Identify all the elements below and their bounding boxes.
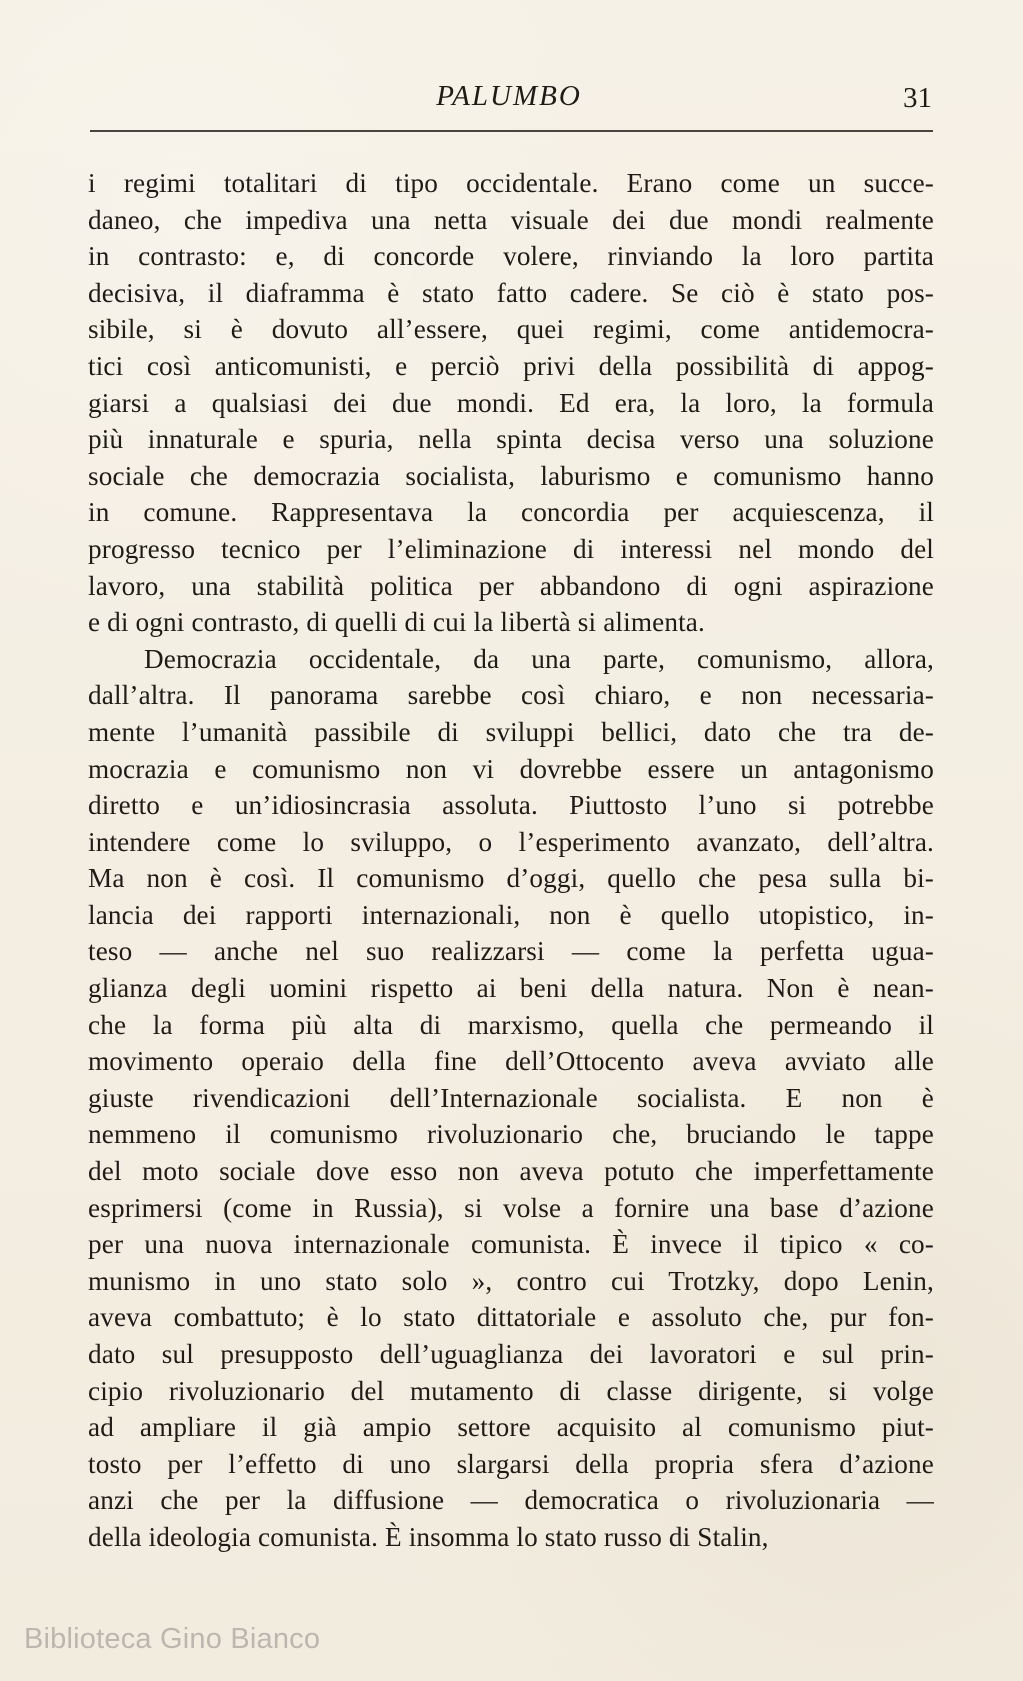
running-title: PALUMBO [436, 80, 582, 112]
text-line: munismo in uno stato solo », contro cui Trotzky, dopo Lenin, [88, 1265, 934, 1296]
text-line: del moto sociale dove esso non aveva potuto che imperfettamente [88, 1156, 934, 1187]
text-line: in contrasto: e, di concorde volere, rinviando la loro partita [88, 241, 934, 272]
text-line: cipio rivoluzionario del mutamento di classe dirigente, si volge [88, 1375, 934, 1406]
text-line: Ma non è così. Il comunismo d’oggi, quello che pesa sulla bi- [88, 863, 934, 894]
text-line: dato sul presupposto dell’uguaglianza dei lavoratori e sul prin- [88, 1339, 934, 1369]
text-line: mocrazia e comunismo non vi dovrebbe essere un antagonismo [88, 753, 934, 784]
text-line: per una nuova internazionale comunista. È invece il tipico « co- [88, 1229, 934, 1260]
text-line: nemmeno il comunismo rivoluzionario che, bruciando le tappe [88, 1119, 934, 1150]
text-line: dall’altra. Il panorama sarebbe così chiaro, e non necessaria- [88, 680, 934, 711]
text-line: tosto per l’effetto di uno slargarsi della propria sfera d’azione [88, 1448, 934, 1479]
text-line: sibile, si è dovuto all’essere, quei regimi, come antidemocra- [88, 314, 934, 345]
text-line: più innaturale e spuria, nella spinta decisa verso una soluzione [88, 424, 934, 455]
header-rule [90, 130, 933, 132]
text-line: giuste rivendicazioni dell’Internazionale socialista. E non è [88, 1082, 934, 1113]
text-line: giarsi a qualsiasi dei due mondi. Ed era, la loro, la formula [88, 387, 934, 418]
text-line: aveva combattuto; è lo stato dittatoriale e assoluto che, pur fon- [88, 1302, 934, 1333]
text-line: lavoro, una stabilità politica per abbandono di ogni aspirazione [88, 570, 934, 601]
text-line: teso — anche nel suo realizzarsi — come la perfetta ugua- [88, 936, 934, 967]
text-line: sociale che democrazia socialista, laburismo e comunismo hanno [88, 460, 934, 491]
text-line: e di ogni contrasto, di quelli di cui la libertà si alimenta. [88, 607, 705, 638]
text-line: della ideologia comunista. È insomma lo stato russo di Stalin, [88, 1521, 769, 1552]
text-line: intendere come lo sviluppo, o l’esperimento avanzato, dell’altra. [88, 826, 934, 857]
text-line: lancia dei rapporti internazionali, non è quello utopistico, in- [88, 899, 934, 930]
text-line: movimento operaio della fine dell’Ottocento aveva avviato alle [88, 1046, 934, 1077]
text-line: esprimersi (come in Russia), si volse a fornire una base d’azione [88, 1192, 934, 1223]
text-line: i regimi totalitari di tipo occidentale. Erano come un succe- [88, 168, 934, 198]
text-line: decisiva, il diaframma è stato fatto cadere. Se ciò è stato pos- [88, 277, 934, 308]
body-text [88, 165, 934, 1556]
text-line: Democrazia occidentale, da una parte, comunismo, allora, [144, 643, 934, 674]
library-watermark: Biblioteca Gino Bianco [24, 1623, 321, 1655]
text-line: daneo, che impediva una netta visuale dei due mondi realmente [88, 204, 934, 235]
text-line: mente l’umanità passibile di sviluppi bellici, dato che tra de- [88, 716, 934, 747]
page-number: 31 [903, 82, 932, 114]
text-line: diretto e un’idiosincrasia assoluta. Piuttosto l’uno si potrebbe [88, 790, 934, 821]
text-line: ad ampliare il già ampio settore acquisito al comunismo piut- [88, 1412, 934, 1443]
text-line: in comune. Rappresentava la concordia per acquiescenza, il [88, 497, 934, 528]
text-line: tici così anticomunisti, e perciò privi della possibilità di appog- [88, 350, 934, 381]
text-line: anzi che per la diffusione — democratica o rivoluzionaria — [88, 1485, 934, 1516]
text-line: glianza degli uomini rispetto ai beni della natura. Non è nean- [88, 973, 934, 1004]
text-line: che la forma più alta di marxismo, quella che permeando il [88, 1009, 934, 1040]
running-head [86, 82, 932, 122]
text-line: progresso tecnico per l’eliminazione di interessi nel mondo del [88, 533, 934, 564]
